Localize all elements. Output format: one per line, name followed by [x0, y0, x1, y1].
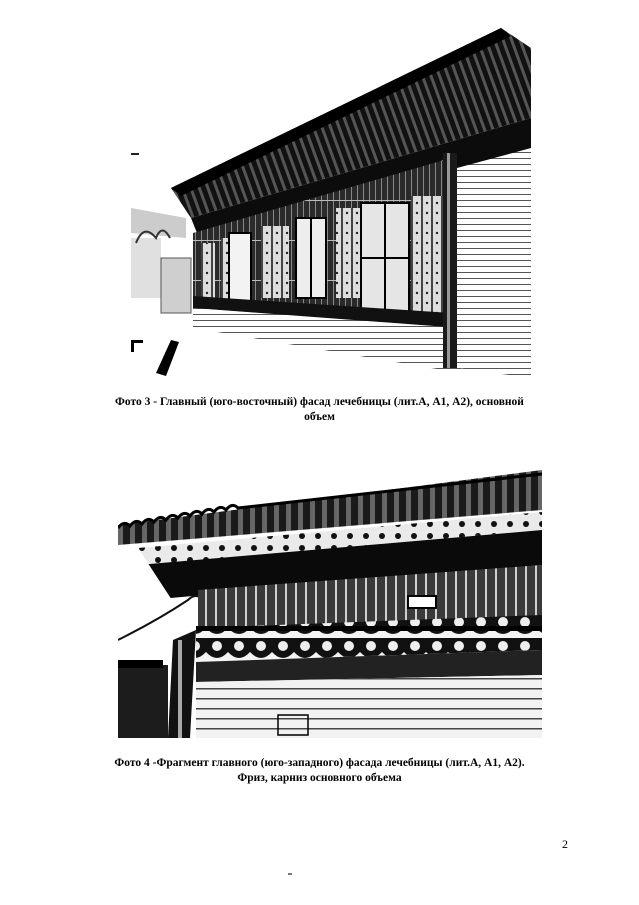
photo-3-main-facade — [131, 28, 531, 380]
photo-4-frieze-cornice — [118, 470, 542, 738]
page-number: 2 — [562, 837, 568, 851]
scan-mark — [288, 873, 292, 875]
photo-4-caption-line2: Фриз, карниз основного объема — [237, 772, 402, 784]
photo-4-caption-line1: Фото 4 -Фрагмент главного (юго-западного) фасада лечебницы (лит.А, А1, А2). — [114, 757, 525, 769]
photo-4-caption — [60, 756, 579, 786]
photo-3-caption — [60, 395, 579, 425]
photo-3-caption-line2: объем — [304, 411, 335, 423]
photo-3-caption-line1: Фото 3 - Главный (юго-восточный) фасад лечебницы (лит.А, А1, А2), основной — [115, 396, 524, 408]
